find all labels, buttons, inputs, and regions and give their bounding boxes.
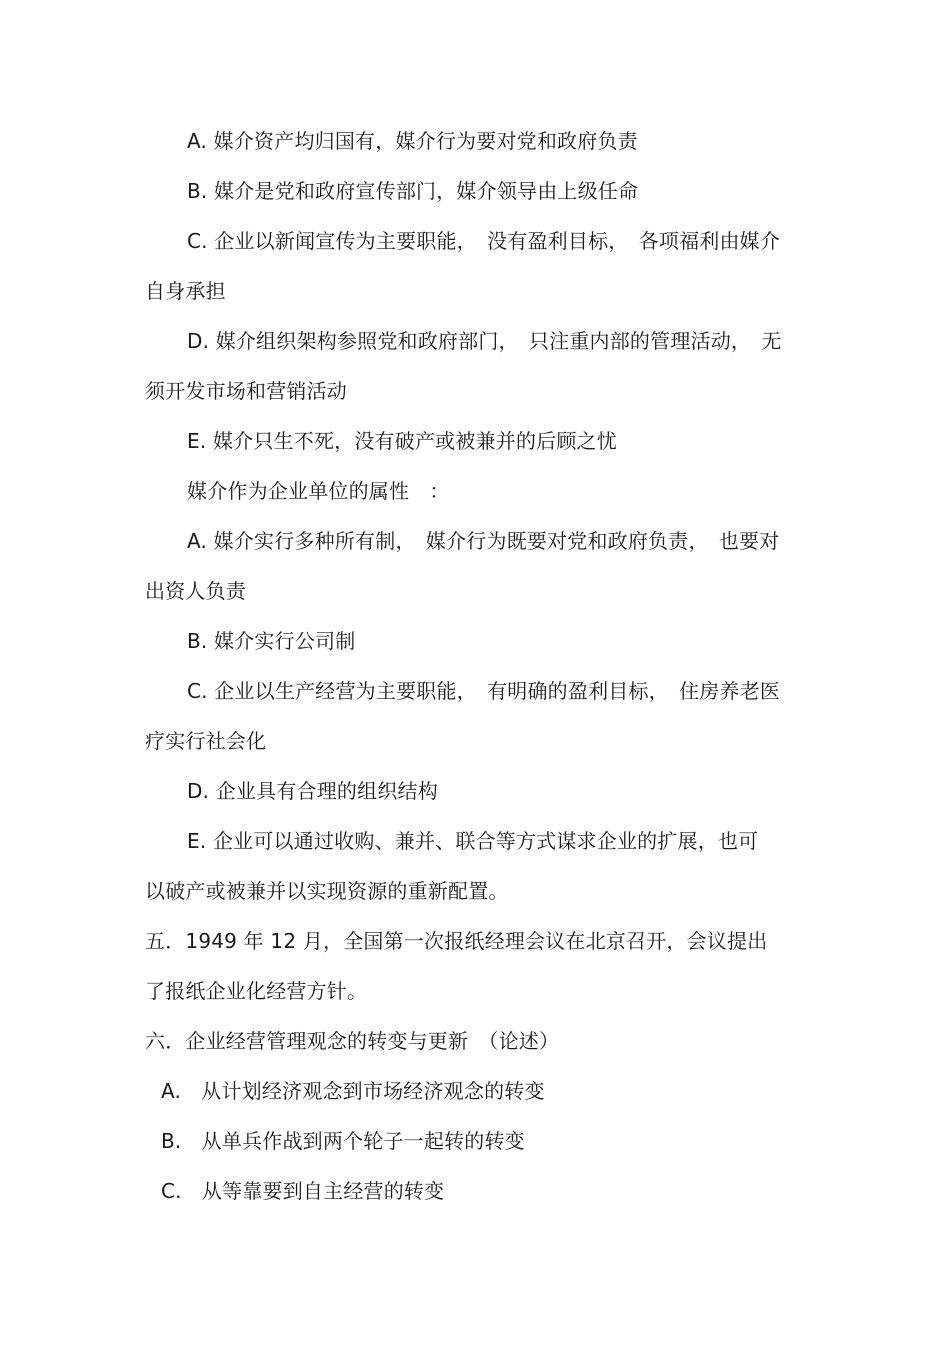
option-e-no-bankruptcy: E. 媒介只生不死，没有破产或被兼并的后顾之忧 [187, 429, 617, 453]
option-a-ownership: A. 媒介实行多种所有制， 媒介行为既要对党和政府负责， 也要对 [187, 529, 780, 553]
item-a-market-economy: A. 从计划经济观念到市场经济观念的转变 [161, 1079, 545, 1103]
option-a-state-owned: A. 媒介资产均归国有，媒介行为要对党和政府负责 [187, 129, 638, 153]
option-d-structure: D. 企业具有合理的组织结构 [187, 779, 438, 803]
option-b-propaganda-department: B. 媒介是党和政府宣传部门，媒介领导由上级任命 [187, 179, 639, 203]
item-b-two-wheels: B. 从单兵作战到两个轮子一起转的转变 [161, 1129, 525, 1153]
section-five-paragraph: 五．1949 年 12 月，全国第一次报纸经理会议在北京召开，会议提出 [145, 929, 768, 953]
option-c-news-function: C. 企业以新闻宣传为主要职能， 没有盈利目标， 各项福利由媒介 [187, 229, 781, 253]
option-c-socialization: 疗实行社会化 [145, 729, 267, 753]
option-a-continuation: 出资人负责 [145, 579, 246, 603]
section-five-continuation: 了报纸企业化经营方针。 [145, 979, 368, 1003]
option-c-continuation: 自身承担 [145, 279, 226, 303]
option-c-production: C. 企业以生产经营为主要职能， 有明确的盈利目标， 住房养老医 [187, 679, 781, 703]
option-d-organization: D. 媒介组织架构参照党和政府部门， 只注重内部的管理活动， 无 [187, 329, 782, 353]
option-b-company-system: B. 媒介实行公司制 [187, 629, 356, 653]
item-c-autonomous-operation: C. 从等靠要到自主经营的转变 [161, 1179, 445, 1203]
option-d-continuation: 须开发市场和营销活动 [145, 379, 347, 403]
option-e-expansion: E. 企业可以通过收购、兼并、联合等方式谋求企业的扩展，也可 [187, 829, 759, 853]
section-six-heading: 六．企业经营管理观念的转变与更新 （论述） [145, 1029, 560, 1053]
option-e-continuation: 以破产或被兼并以实现资源的重新配置。 [145, 879, 509, 903]
section-heading-enterprise-attributes: 媒介作为企业单位的属性 ： [187, 479, 450, 503]
